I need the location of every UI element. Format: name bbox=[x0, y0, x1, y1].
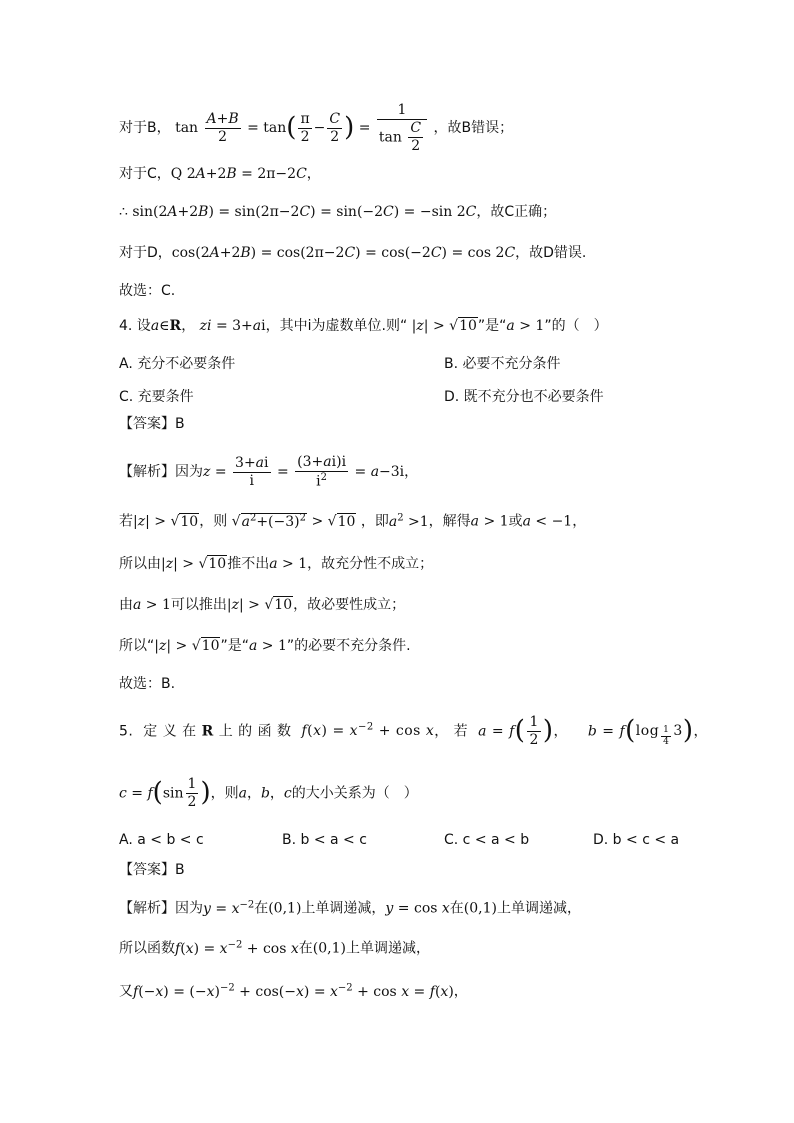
q5-analysis-1: 【解析】因为$y = x^{-2}$在(0,1)上单调递减，y = cos x在(0,1)上单调递减， bbox=[119, 899, 581, 917]
q5-option-b: B. b < a < c bbox=[282, 832, 367, 848]
q4-option-b: B. 必要不充分条件 bbox=[444, 356, 561, 372]
question-5-line2: c = f(sin $\frac{1}{2}$ )，则a，b，c的大小关系为（ ） bbox=[119, 776, 418, 810]
q4-analysis-4: 由a > 1可以推出|z| > √10，故必要性成立； bbox=[119, 597, 406, 613]
statement-d: 对于D，cos(2A+2B) = cos(2π−2C) = cos(−2C) = cos 2C，故D错误. bbox=[119, 245, 587, 261]
q5-option-c: C. c < a < b bbox=[444, 832, 530, 848]
q4-option-a: A. 充分不必要条件 bbox=[119, 356, 236, 372]
statement-b: 对于B， tan $\frac{A+B}{2}$ = tan( $\frac{\pi}{2}$ − $\frac{C}{2}$ ) = 1 tan $\frac{C}{2}$ ，故B错误； bbox=[119, 102, 514, 154]
q4-analysis-2: 若|z| > √10，则 $√a^2+(-3)^2 > √10$ ，即$a^2 >1$，解得a > 1或a < −1， bbox=[119, 512, 587, 530]
question-4: 4. 设a∈R， zi = 3+ai，其中i为虚数单位.则“ |z| > √10”是“a > 1”的（ ） bbox=[119, 318, 608, 334]
q4-analysis-5: 所以“|z| > √10”是“a > 1”的必要不充分条件. bbox=[119, 638, 411, 654]
q5-answer: 【答案】B bbox=[119, 862, 185, 878]
q4-option-c: C. 充要条件 bbox=[119, 389, 194, 405]
choice-line: 故选：C. bbox=[119, 283, 176, 299]
question-5-line1: 5. 定 义 在 R 上 的 函 数 $f(x) = x^{-2} + \cos x$， 若 a = f( $\frac{1}{2}$ )， b = f(log $_{\frac{1}{4}}$ 3)， bbox=[119, 714, 708, 748]
q4-analysis-3: 所以由|z| > √10推不出a > 1，故充分性不成立； bbox=[119, 556, 434, 572]
q5-option-d: D. b < c < a bbox=[593, 832, 680, 848]
q4-answer: 【答案】B bbox=[119, 416, 185, 432]
statement-c-premise: 对于C，Q 2A+2B = 2π−2C， bbox=[119, 166, 321, 182]
q4-choice: 故选：B. bbox=[119, 676, 176, 692]
q5-option-a: A. a < b < c bbox=[119, 832, 204, 848]
q5-analysis-3: 又$f(-x) = (-x)^{-2} + \cos(-x) = x^{-2} + \cos x = f(x)$， bbox=[119, 982, 468, 1000]
q4-option-d: D. 既不充分也不必要条件 bbox=[444, 389, 604, 405]
statement-c-conclusion: ∴ sin(2A+2B) = sin(2π−2C) = sin(−2C) = −sin 2C，故C正确； bbox=[119, 204, 557, 220]
q4-analysis-1: 【解析】因为z = $\frac{3+ai}{i}$ = $\frac{(3+ai)i}{i^2}$ = a−3i， bbox=[119, 454, 419, 490]
q5-analysis-2: 所以函数$f(x) = x^{-2} + \cos x$在(0,1)上单调递减， bbox=[119, 939, 430, 957]
